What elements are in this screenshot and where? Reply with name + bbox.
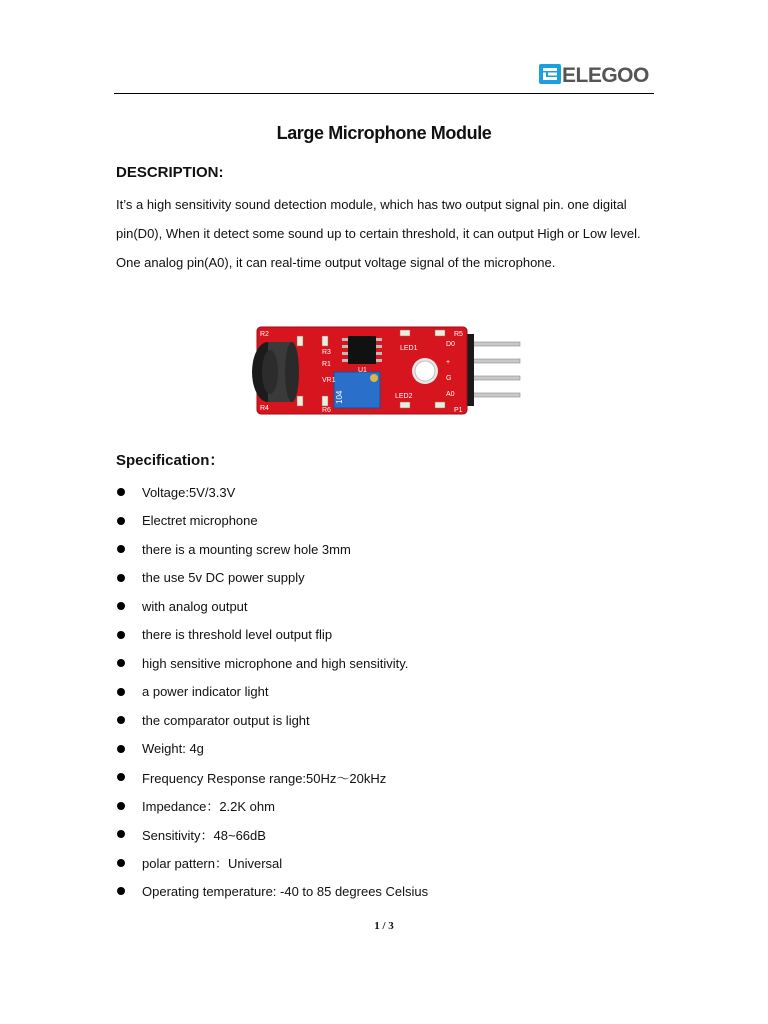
bullet-icon <box>117 659 125 667</box>
list-item-text: there is threshold level output flip <box>142 627 333 643</box>
list-item <box>116 623 676 652</box>
potentiometer-icon <box>334 372 380 408</box>
bullet-icon <box>117 488 125 496</box>
silkscreen-label: LED2 <box>395 393 413 400</box>
silkscreen-label: U1 <box>358 367 367 374</box>
list-item-text: Voltage:5V/3.3V <box>142 484 236 500</box>
list-item-text: the comparator output is light <box>142 712 310 728</box>
list-item-text: Operating temperature: -40 to 85 degrees Celsius <box>142 883 429 899</box>
list-item <box>116 794 676 823</box>
list-item <box>116 822 676 851</box>
ic-chip-icon <box>342 336 382 364</box>
list-item-text: Frequency Response range:50Hz～20kHz <box>142 770 387 786</box>
bullet-icon <box>117 859 125 867</box>
list-item <box>116 765 676 794</box>
list-item-text: there is a mounting screw hole 3mm <box>142 541 351 557</box>
bullet-icon <box>117 574 125 582</box>
silkscreen-label: A0 <box>446 391 455 398</box>
bullet-icon <box>117 745 125 753</box>
list-item-text: Electret microphone <box>142 513 258 529</box>
silkscreen-label: LED1 <box>400 345 418 352</box>
list-item-text: with analog output <box>142 598 248 614</box>
list-item <box>116 708 676 737</box>
bullet-icon <box>117 830 125 838</box>
bullet-icon <box>117 773 125 781</box>
list-item <box>116 594 676 623</box>
silkscreen-label: G <box>446 375 452 382</box>
silkscreen-label: D0 <box>446 341 455 348</box>
silkscreen-label: R1 <box>322 361 331 368</box>
list-item <box>116 480 676 509</box>
list-item <box>116 851 676 880</box>
logo-mark-icon <box>539 64 561 84</box>
list-item <box>116 680 676 709</box>
list-item-text: Sensitivity：48~66dB <box>142 827 266 843</box>
list-item-text: the use 5v DC power supply <box>142 570 305 586</box>
list-item-text: Impedance：2.2K ohm <box>142 799 275 815</box>
microphone-capsule-icon <box>252 342 299 402</box>
svg-text:104: 104 <box>335 390 344 404</box>
silkscreen-label: R4 <box>260 405 269 412</box>
bullet-icon <box>117 887 125 895</box>
page-number: 1 / 3 <box>374 920 394 932</box>
list-item <box>116 509 676 538</box>
bullet-icon <box>117 545 125 553</box>
elegoo-logo <box>538 60 650 88</box>
silkscreen-label: R2 <box>260 331 269 338</box>
bullet-icon <box>117 802 125 810</box>
page-title: Large Microphone Module <box>276 123 492 143</box>
list-item-text: polar pattern：Universal <box>142 856 283 872</box>
bullet-icon <box>117 602 125 610</box>
list-item <box>116 537 676 566</box>
list-item-text: high sensitive microphone and high sensitivity. <box>142 655 409 671</box>
bullet-icon <box>117 631 125 639</box>
logo-wordmark: ELEGOO <box>562 64 649 87</box>
header-pins-icon <box>460 334 520 406</box>
list-item <box>116 651 676 680</box>
header-rule <box>114 93 654 94</box>
bullet-icon <box>117 716 125 724</box>
description-line-1: It’s a high sensitivity sound detection module, which has two output signal pin. one digital <box>116 197 627 212</box>
specification-list <box>116 480 676 908</box>
description-line-2: pin(D0), When it detect some sound up to certain threshold, it can output High or Low level. <box>116 226 641 241</box>
silkscreen-label: R3 <box>322 349 331 356</box>
silkscreen-label: + <box>446 359 451 366</box>
mounting-hole-icon <box>412 358 438 384</box>
bullet-icon <box>117 688 125 696</box>
description-line-3: One analog pin(A0), it can real-time output voltage signal of the microphone. <box>116 255 556 270</box>
list-item <box>116 566 676 595</box>
silkscreen-label: VR1 <box>322 377 336 384</box>
list-item-text: a power indicator light <box>142 684 269 700</box>
microphone-module-image <box>230 322 522 422</box>
silkscreen-label: R5 <box>454 331 463 338</box>
specification-heading: Specification： <box>116 452 225 469</box>
list-item <box>116 879 676 908</box>
silkscreen-label: R6 <box>322 407 331 414</box>
list-item <box>116 737 676 766</box>
silkscreen-label: P1 <box>454 407 463 414</box>
bullet-icon <box>117 517 125 525</box>
list-item-text: Weight: 4g <box>142 741 204 757</box>
description-heading: DESCRIPTION: <box>116 164 224 181</box>
